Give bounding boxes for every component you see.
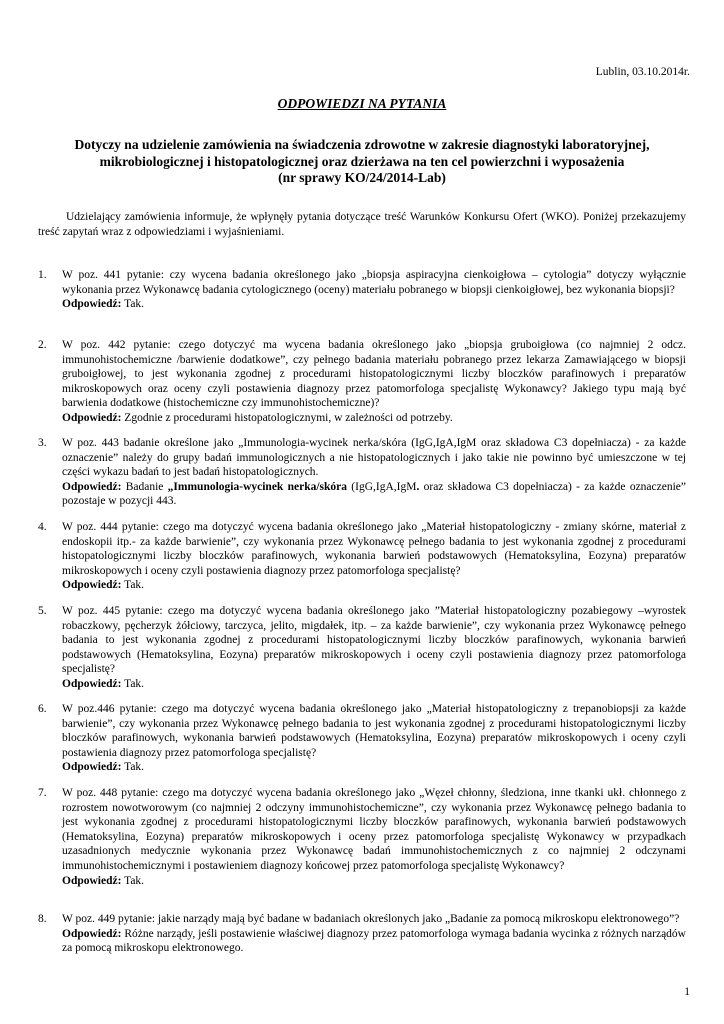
- document-title: ODPOWIEDZI NA PYTANIA: [277, 96, 447, 111]
- question-item: [38, 604, 686, 692]
- intro-paragraph: Udzielający zamówienia informuje, że wpłynęły pytania dotyczące treść Warunków Konkursu Ofert (WKO). Poniżej przekazujemy treść zapytań wraz z odpowiedziami i wyjaśnieniami.: [38, 211, 686, 238]
- question-text: W poz. 442 pytanie: czego dotyczyć ma wycena badania określonego jako „biopsja gruboigłowa (co najmniej 2 odcz. immunohistochemiczne /barwienie dodatkowe”, czy pełnego badania materiału pobranego przez lekarza Zamawiającego w biopsji gruboigłowej, to jest wykonania zgodnej z procedurami histopatologicznymi liczby bloczków parafinowych i preparatów mikroskopowych oraz oceny czyli postawienia diagnozy przez patomorfologa specjalistę Wykonawcy? Jakiego typu mają być barwienia dodatkowe (histochemiczne czy immunohistochemiczne)?: [62, 339, 686, 410]
- question-item: [38, 338, 686, 426]
- answer-label: Odpowiedź:: [62, 411, 122, 424]
- subject-line-3: (nr sprawy KO/24/2014-Lab): [278, 170, 446, 185]
- question-number: 4.: [38, 521, 47, 533]
- question-number: 6.: [38, 703, 47, 715]
- question-number: 1.: [38, 269, 47, 281]
- answer-text-bold-dot: .: [416, 480, 420, 493]
- answer-text-mid: (IgG,IgA,IgM: [347, 480, 417, 493]
- question-number: 8.: [38, 913, 47, 925]
- answer-text-bold: „Immunologia-wycinek nerka/skóra: [167, 480, 348, 493]
- question-item: [38, 268, 686, 312]
- answer-text-prefix: Badanie: [125, 480, 168, 493]
- answer-text: Tak.: [124, 677, 145, 690]
- answer-text: Tak.: [124, 761, 145, 774]
- answer-text: Różne narządy, jeśli postawienie właściwej diagnozy przez patomorfologa wymaga badania wycinka z różnych narządów za pomocą mikroskopu elektronowego.: [62, 927, 686, 955]
- answer-text: Zgodnie z procedurami histopatologicznymi, w zależności od potrzeby.: [124, 411, 453, 424]
- document-date: Lublin, 03.10.2014r.: [595, 66, 690, 78]
- question-text: W poz. 443 badanie określone jako „Immunologia-wycinek nerka/skóra (IgG,IgA,IgM oraz składowa C3 dopełniacza) - za każde oznaczenie” należy do grupy badań immunologicznych a nie histopatologicznych i jako takie nie powinno być umieszczone w tej części wykazu badań to jest badań histopatologicznych.: [62, 437, 686, 479]
- question-item: [38, 702, 686, 775]
- question-text: W poz. 448 pytanie: czego ma dotyczyć wycena badania określonego jako „Węzeł chłonny, śledziona, inne tkanki ukł. chłonnego z rozrostem nowotworowym (co najmniej 2 odczyny immunohistochemiczne”, czy wykonania przez Wykonawcę pełnego badania to jest wykonania zgodnej z procedurami histopatologicznymi liczby bloczków parafinowych, wykonania barwień podstawowych (Hematoksylina, Eozyna) preparatów mikroskopowych i oceny przez patomorfologa specjalistę Wykonawcy w przypadkach uzasadnionych medycznie wykonania przez Wykonawcę badań immunohistochemicznych z co najmniej 2 odczynami immunohistochemicznymi i postawieniem diagnozy końcowej przez patomorfologa specjalistę Wykonawcy?: [62, 787, 686, 872]
- answer-text: Tak.: [124, 298, 145, 311]
- document-subject: [30, 137, 694, 187]
- answer-label: Odpowiedź:: [62, 761, 122, 774]
- answer-label: Odpowiedź:: [62, 298, 122, 311]
- answer-label: Odpowiedź:: [62, 677, 122, 690]
- answer-label: Odpowiedź:: [62, 480, 122, 493]
- question-text: W poz. 445 pytanie: czego ma dotyczyć wycena badania określonego jako ”Materiał histopatologiczny pozabiegowy –wyrostek robaczkowy, pęcherzyk żółciowy, tarczyca, jelito, migdałek, itp. – za każde barwienie”, czy wykonania przez Wykonawcę pełnego badania to jest wykonania zgodnej z procedurami histopatologicznymi liczby bloczków parafinowych, wykonania barwień podstawowych (Hematoksylina, Eozyna) preparatów mikroskopowych i oceny czyli postawienia diagnozy przez patomorfologa specjalistę?: [62, 605, 686, 676]
- answer-label: Odpowiedź:: [62, 874, 122, 887]
- question-text: W poz. 441 pytanie: czy wycena badania określonego jako „biopsja aspiracyjna cienkoigłowa – cytologia” dotyczy wyłącznie wykonania przez Wykonawcę badania cytologicznego (oceny) materiału pobranego w biopsji cienkoigłowej, bez wykonania biopsji?: [62, 269, 686, 296]
- question-number: 2.: [38, 339, 47, 351]
- question-text: W poz.446 pytanie: czego ma dotyczyć wycena badania określonego jako „Materiał histopatologiczny z trepanobiopsji za każde barwienie”, czy wykonania przez Wykonawcę pełnego badania to jest wykonania zgodnej z procedurami histopatologicznymi liczby bloczków parafinowych, wykonania barwień podstawowych (Hematoksylina, Eozyna) preparatów mikroskopowych i oceny czyli postawienia diagnozy przez patomorfologa specjalistę?: [62, 703, 686, 759]
- question-item: [38, 436, 686, 509]
- subject-line-1: Dotyczy na udzielenie zamówienia na świadczenia zdrowotne w zakresie diagnostyki laboratoryjnej,: [74, 137, 650, 152]
- page-number: 1: [684, 986, 690, 998]
- answer-text: Tak.: [124, 874, 145, 887]
- question-item: [38, 786, 686, 888]
- question-item: [38, 912, 686, 956]
- question-number: 5.: [38, 605, 47, 617]
- question-text: W poz. 444 pytanie: czego ma dotyczyć wycena badania określonego jako „Materiał histopatologiczny - zmiany skórne, materiał z endoskopii itp.- za każde barwienie”, czy wykonania przez Wykonawcę pełnego badania to jest wykonania zgodnej z procedurami histopatologicznymi liczby bloczków parafinowych, wykonania barwień podstawowych (Hematoksylina, Eozyna) preparatów mikroskopowych i oceny czyli postawienia diagnozy przez patomorfologa specjalistę?: [62, 521, 686, 577]
- question-number: 7.: [38, 787, 47, 799]
- answer-label: Odpowiedź:: [62, 579, 122, 592]
- question-item: [38, 520, 686, 593]
- answer-text: Tak.: [124, 579, 145, 592]
- question-text: W poz. 449 pytanie: jakie narządy mają być badane w badaniach określonych jako „Badanie za pomocą mikroskopu elektronowego”?: [62, 913, 680, 925]
- answer-text-suffix: oraz składowa C3 dopełniacza) - za każde oznaczenie” pozostaje w pozycji 443.: [62, 480, 686, 508]
- answer-label: Odpowiedź:: [62, 927, 122, 940]
- question-number: 3.: [38, 437, 47, 449]
- subject-line-2: mikrobiologicznej i histopatologicznej oraz dzierżawa na ten cel powierzchni i wyposażenia: [99, 153, 625, 169]
